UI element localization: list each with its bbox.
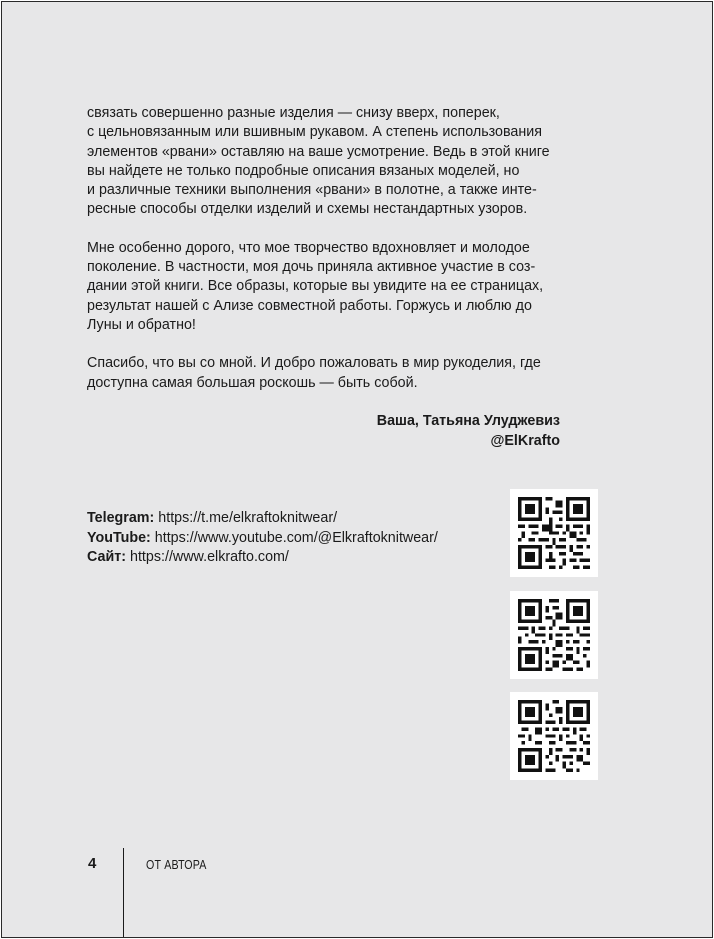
- text-line: Спасибо, что вы со мной. И добро пожаловать в мир рукоделия, где: [87, 355, 541, 372]
- text-line: поколение. В частности, моя дочь приняла активное участие в соз-: [87, 259, 536, 276]
- body-text: [87, 104, 563, 412]
- paragraph-1: [87, 104, 563, 220]
- paragraph-2: [87, 239, 563, 335]
- text-line: вы найдете не только подробные описания вязаных моделей, но: [87, 162, 520, 179]
- telegram-qr-code[interactable]: [510, 489, 598, 577]
- website-qr-code[interactable]: [510, 692, 598, 780]
- link-label: YouTube:: [87, 529, 151, 546]
- social-links: [87, 509, 438, 568]
- author-name: Ваша, Татьяна Улуджевиз: [376, 413, 560, 429]
- section-title: ОТ АВТОРА: [146, 857, 207, 872]
- link-url[interactable]: https://www.elkrafto.com/: [130, 549, 289, 565]
- youtube-link[interactable]: [87, 529, 438, 549]
- paragraph-3: [87, 354, 563, 393]
- text-line: элементов «рвани» оставляю на ваше усмотрение. Ведь в этой книге: [87, 143, 550, 160]
- link-url[interactable]: https://t.me/elkraftoknitwear/: [158, 510, 338, 526]
- text-line: доступна самая большая роскошь — быть собой.: [87, 374, 418, 391]
- book-page: [1, 1, 713, 938]
- text-line: дании этой книги. Все образы, которые вы увидите на ее страницах,: [87, 278, 544, 295]
- website-link[interactable]: [87, 548, 438, 568]
- qr-code-icon: [518, 599, 590, 671]
- link-label: Сайт:: [87, 549, 127, 565]
- text-line: с цельновязанным или вшивным рукавом. А степень использования: [87, 124, 543, 141]
- author-handle: @ElKrafto: [490, 433, 560, 449]
- link-url[interactable]: https://www.youtube.com/@Elkraftoknitwear/: [154, 529, 438, 546]
- qr-code-icon: [518, 497, 590, 569]
- text-line: Луны и обратно!: [87, 316, 196, 333]
- text-line: связать совершенно разные изделия — снизу вверх, поперек,: [87, 105, 500, 121]
- link-label: Telegram:: [87, 510, 155, 526]
- author-signature: [377, 411, 560, 451]
- footer-divider: [123, 848, 124, 938]
- youtube-qr-code[interactable]: [510, 591, 598, 679]
- text-line: и различные техники выполнения «рвани» в полотне, а также инте-: [87, 182, 537, 199]
- text-line: Мне особенно дорого, что мое творчество вдохновляет и молодое: [87, 239, 530, 256]
- telegram-link[interactable]: [87, 509, 438, 529]
- text-line: результат нашей с Ализе совместной работы. Горжусь и люблю до: [87, 297, 532, 314]
- text-line: ресные способы отделки изделий и схемы нестандартных узоров.: [87, 201, 528, 218]
- page-number: 4: [88, 855, 97, 872]
- qr-code-icon: [518, 700, 590, 772]
